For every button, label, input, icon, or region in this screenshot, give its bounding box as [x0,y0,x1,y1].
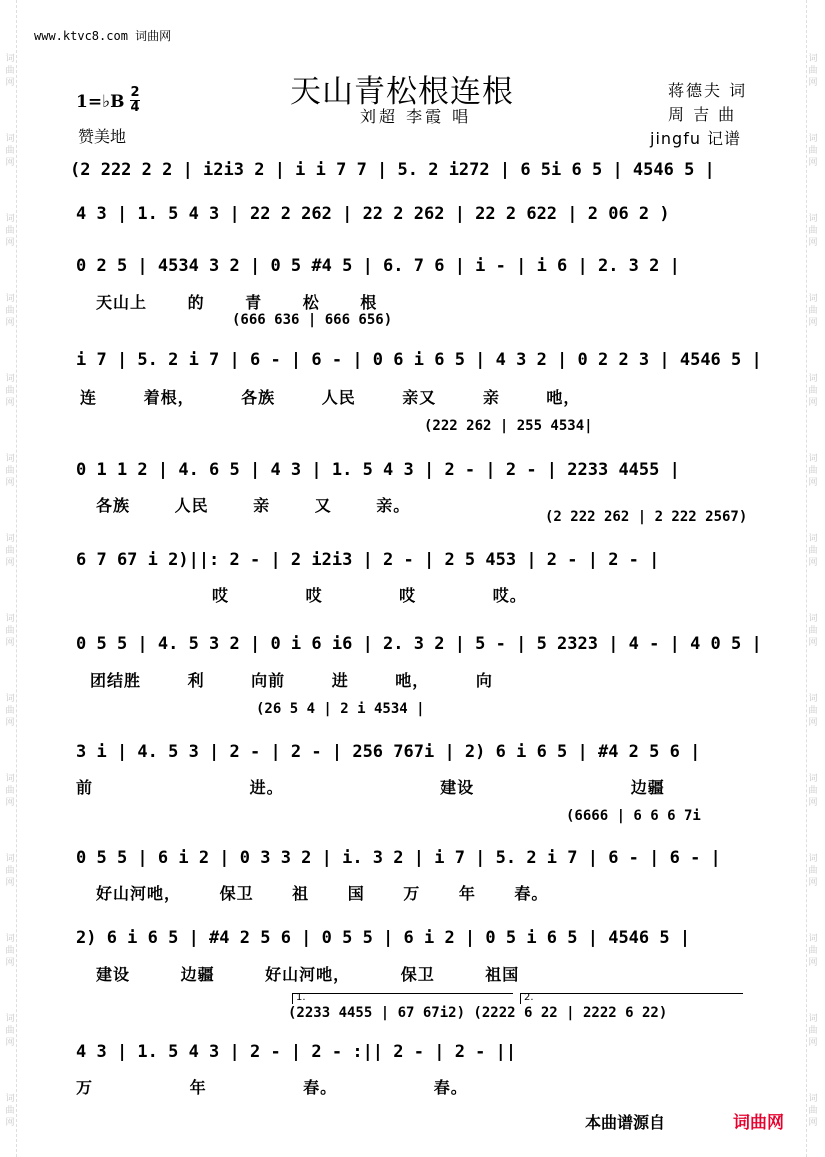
score-row-9-accompaniment: (6666 | 6 6 6 7i [566,808,701,824]
watermark-char: 网 [5,318,15,328]
score-row-10-notes: 2) 6 i 6 5 | #4 2 5 6 | 0 5 5 | 6 i 2 | 0 5 i 6 5 | 4546 5 | [76,928,691,948]
watermark-char: 词 [5,454,15,464]
watermark-char: 词 [808,614,818,624]
watermark-char: 曲 [808,946,818,956]
watermark-char: 网 [5,1118,15,1128]
watermark-char: 网 [808,1118,818,1128]
score-row-7-lyrics: 团结胜 利 向前 进 吔， 向 [90,671,493,690]
watermark-char: 词 [808,534,818,544]
score-row-1-notes: (2 222 2 2 | i2i3 2 | i i 7 7 | 5. 2 i272 | 6 5i 6 5 | 4546 5 | [70,160,715,180]
time-signature [130,86,140,115]
score-row-11-lyrics: 万 年 春。 春。 [76,1078,468,1097]
footer-source-site[interactable]: 词曲网 [733,1113,784,1133]
watermark-char: 曲 [808,866,818,876]
watermark-char: 词 [808,1014,818,1024]
watermark-char: 曲 [5,786,15,796]
watermark-char: 曲 [5,866,15,876]
site-url: www.ktvc8.com 词曲网 [34,29,172,43]
lyricist: 蒋德夫 词 [668,81,748,100]
watermark-char: 曲 [5,306,15,316]
score-row-11-accompaniment: (2233 4455 | 67 67i2) (2222 6 22 | 2222 6 22) [288,1005,668,1021]
watermark-char: 词 [808,134,818,144]
watermark-char: 曲 [808,466,818,476]
right-watermark-strip [807,0,821,1157]
watermark-char: 网 [5,78,15,88]
watermark-char: 网 [5,1038,15,1048]
watermark-char: 网 [808,158,818,168]
watermark-char: 词 [5,534,15,544]
watermark-char: 词 [5,294,15,304]
watermark-char: 词 [808,54,818,64]
score-row-5-lyrics: 各族 人民 亲 又 亲。 [96,496,411,515]
first-ending-bracket [292,993,513,1004]
watermark-char: 曲 [5,1106,15,1116]
watermark-char: 网 [808,718,818,728]
composer: 周 吉 曲 [668,105,737,124]
score-row-7-notes: 0 5 5 | 4. 5 3 2 | 0 i 6 i6 | 2. 3 2 | 5 - | 5 2323 | 4 - | 4 0 5 | [76,634,762,654]
score-row-8-lyrics: 前 进。 建设 边疆 [76,778,665,797]
watermark-char: 曲 [5,706,15,716]
watermark-char: 网 [5,878,15,888]
watermark-char: 曲 [808,546,818,556]
watermark-char: 词 [808,1094,818,1104]
score-row-6-lyrics: 哎 哎 哎 哎。 [212,586,527,605]
score-row-9-lyrics: 好山河吔， 保卫 祖 国 万 年 春。 [96,884,549,903]
watermark-char: 词 [808,854,818,864]
watermark-char: 网 [808,1038,818,1048]
score-row-8-accompaniment: (26 5 4 | 2 i 4534 | [256,701,425,717]
score-row-6-accompaniment: (2 222 262 | 2 222 2567) [545,509,748,525]
watermark-char: 网 [808,238,818,248]
watermark-char: 曲 [5,626,15,636]
watermark-char: 网 [808,798,818,808]
watermark-char: 曲 [808,66,818,76]
key-signature: 1=♭B [76,92,125,112]
score-row-2-notes: 4 3 | 1. 5 4 3 | 22 2 262 | 22 2 262 | 22 2 622 | 2 06 2 ) [76,204,670,224]
watermark-char: 词 [5,614,15,624]
watermark-char: 曲 [5,466,15,476]
watermark-char: 词 [808,454,818,464]
watermark-char: 曲 [808,706,818,716]
watermark-char: 词 [5,934,15,944]
score-row-8-notes: 3 i | 4. 5 3 | 2 - | 2 - | 256 767i | 2) 6 i 6 5 | #4 2 5 6 | [76,742,701,762]
watermark-char: 词 [808,374,818,384]
watermark-char: 词 [808,774,818,784]
score-row-4-lyrics: 连 着根， 各族 人民 亲又 亲 吔， [80,388,581,407]
watermark-char: 网 [5,958,15,968]
first-ending-label: 1. [296,992,306,1003]
watermark-char: 网 [808,638,818,648]
watermark-char: 曲 [808,146,818,156]
watermark-char: 网 [808,558,818,568]
singers: 刘超 李霞 唱 [360,107,472,126]
watermark-char: 网 [808,398,818,408]
time-signature-bottom: 4 [130,100,140,115]
watermark-char: 曲 [808,306,818,316]
watermark-char: 曲 [808,1026,818,1036]
watermark-char: 曲 [5,386,15,396]
footer-source-label: 本曲谱源自 [585,1113,666,1132]
watermark-char: 曲 [808,626,818,636]
score-row-4-notes: i 7 | 5. 2 i 7 | 6 - | 6 - | 0 6 i 6 5 | 4 3 2 | 0 2 2 3 | 4546 5 | [76,350,762,370]
watermark-char: 曲 [5,1026,15,1036]
watermark-char: 词 [5,134,15,144]
watermark-char: 词 [5,1094,15,1104]
watermark-char: 词 [808,934,818,944]
watermark-char: 曲 [5,66,15,76]
watermark-char: 词 [5,54,15,64]
watermark-char: 网 [808,958,818,968]
watermark-char: 曲 [5,546,15,556]
watermark-char: 词 [5,374,15,384]
score-row-3-notes: 0 2 5 | 4534 3 2 | 0 5 #4 5 | 6. 7 6 | i - | i 6 | 2. 3 2 | [76,256,680,276]
watermark-char: 网 [5,638,15,648]
score-row-6-notes: 6 7 67 i 2)||: 2 - | 2 i2i3 | 2 - | 2 5 453 | 2 - | 2 - | [76,550,660,570]
watermark-char: 词 [808,214,818,224]
watermark-char: 词 [808,694,818,704]
score-row-9-notes: 0 5 5 | 6 i 2 | 0 3 3 2 | i. 3 2 | i 7 | 5. 2 i 7 | 6 - | 6 - | [76,848,721,868]
watermark-char: 词 [5,1014,15,1024]
watermark-char: 网 [5,478,15,488]
second-ending-bracket [520,993,743,1004]
score-row-4-accompaniment: (666 636 | 666 656) [232,312,393,328]
watermark-char: 网 [808,878,818,888]
watermark-char: 词 [5,854,15,864]
watermark-char: 曲 [808,386,818,396]
watermark-char: 曲 [808,226,818,236]
watermark-char: 网 [808,478,818,488]
watermark-char: 曲 [5,226,15,236]
watermark-char: 网 [808,318,818,328]
song-title: 天山青松根连根 [290,74,514,110]
watermark-char: 网 [5,158,15,168]
second-ending-label: 2. [524,992,534,1003]
watermark-char: 网 [5,798,15,808]
watermark-char: 网 [808,78,818,88]
watermark-char: 曲 [5,946,15,956]
performance-style: 赞美地 [78,127,127,146]
watermark-char: 词 [5,774,15,784]
watermark-char: 词 [5,694,15,704]
watermark-char: 曲 [808,1106,818,1116]
watermark-char: 网 [5,398,15,408]
watermark-char: 曲 [808,786,818,796]
score-row-11-notes: 4 3 | 1. 5 4 3 | 2 - | 2 - :|| 2 - | 2 - || [76,1042,517,1062]
transcriber: jingfu 记谱 [650,129,742,148]
watermark-char: 曲 [5,146,15,156]
left-watermark-strip [4,0,18,1157]
score-row-5-notes: 0 1 1 2 | 4. 6 5 | 4 3 | 1. 5 4 3 | 2 - | 2 - | 2233 4455 | [76,460,680,480]
watermark-char: 词 [5,214,15,224]
watermark-char: 网 [5,718,15,728]
score-row-3-lyrics: 天山上 的 青 松 根 [96,293,378,312]
watermark-char: 网 [5,238,15,248]
score-row-10-lyrics: 建设 边疆 好山河吔， 保卫 祖国 [96,965,520,984]
watermark-char: 词 [808,294,818,304]
score-row-5-accompaniment: (222 262 | 255 4534| [424,418,593,434]
time-signature-top: 2 [130,85,140,100]
watermark-char: 网 [5,558,15,568]
